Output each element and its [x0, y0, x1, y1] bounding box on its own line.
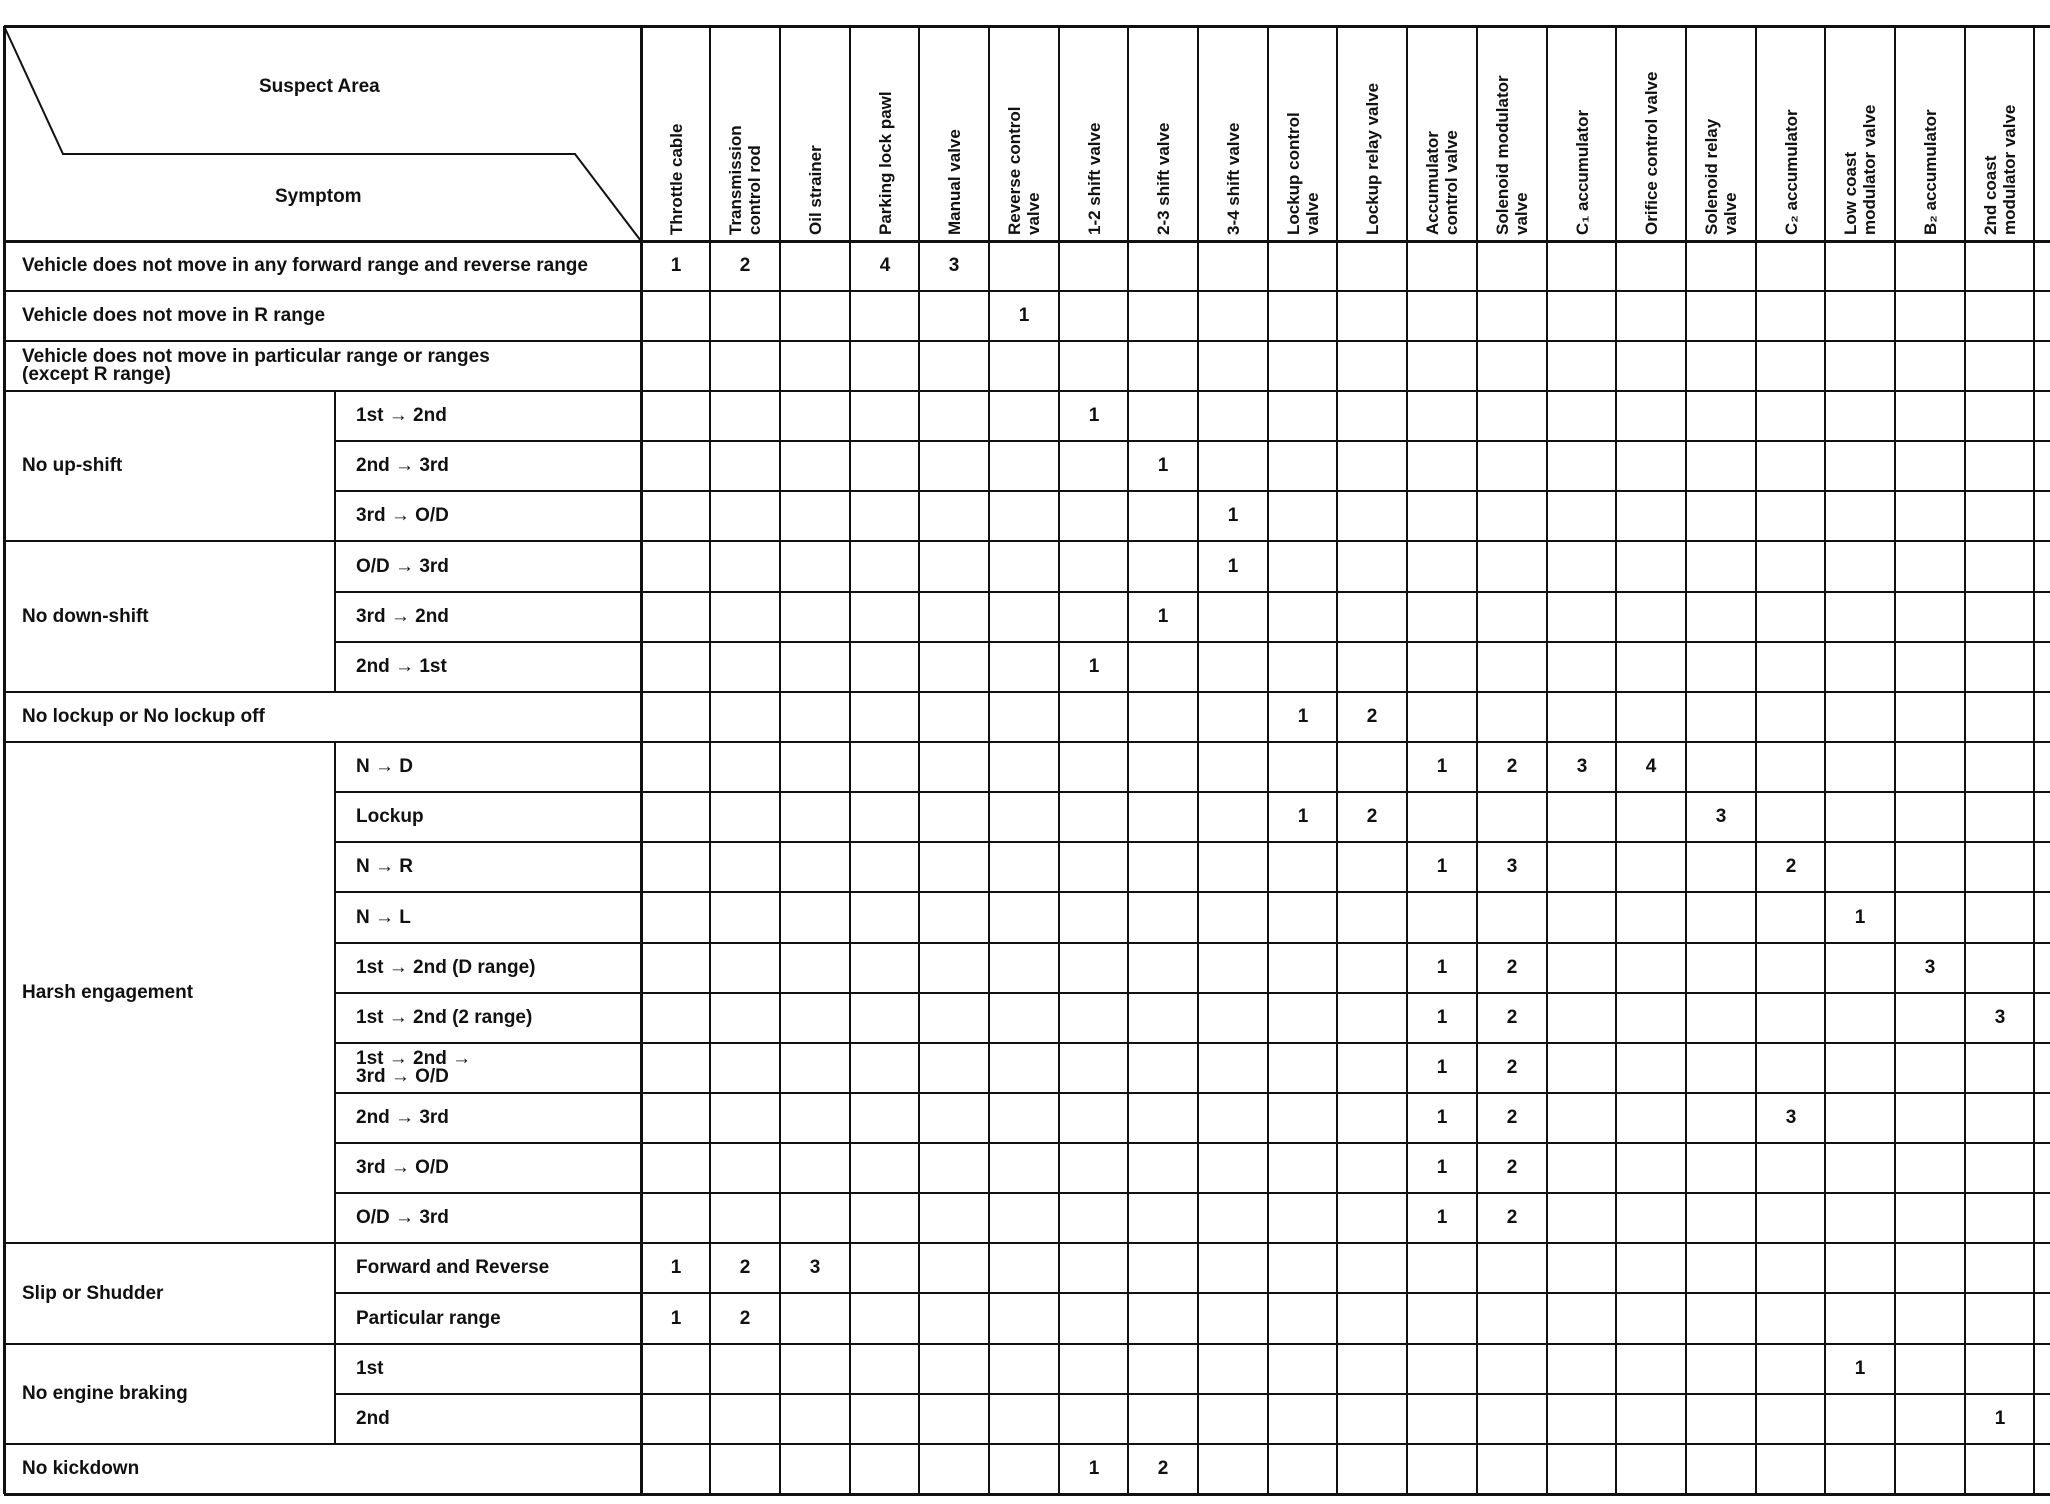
rule-line: [334, 1243, 336, 1344]
sub-symptom-text: 1st → 2nd →: [356, 1048, 472, 1069]
column-header: [919, 26, 989, 241]
rule-line: [335, 1393, 2050, 1395]
column-header-label: [1423, 130, 1461, 235]
sub-symptom-text: Forward and Reverse: [356, 1257, 550, 1278]
sub-symptom-text: 3rd → O/D: [356, 1157, 449, 1178]
priority-value: 2: [1785, 856, 1797, 877]
sub-symptom-text: Particular range: [356, 1307, 501, 1329]
rule-line: [4, 290, 2050, 292]
column-header-label: [1085, 123, 1104, 235]
symptom-label: [22, 391, 332, 541]
rule-line: [1615, 26, 1617, 1494]
priority-value: 1: [1436, 1207, 1448, 1228]
sub-symptom-label: [356, 491, 636, 541]
column-header: [641, 26, 711, 241]
rule-line: [4, 25, 2050, 28]
priority-value: 2: [1506, 957, 1518, 978]
priority-value: 1: [1227, 556, 1239, 577]
sub-symptom-label: [356, 1344, 636, 1394]
column-header: [1825, 26, 1895, 241]
symptom-label-text: Vehicle does not move in any forward range and reverse range: [22, 255, 588, 276]
rule-line: [335, 440, 2050, 442]
rule-line: [4, 240, 2050, 243]
priority-value: 1: [1994, 1408, 2006, 1429]
rule-line: [335, 891, 2050, 893]
sub-symptom-text: 3rd → 2nd: [356, 606, 449, 627]
priority-value: 4: [879, 255, 891, 276]
rule-line: [334, 391, 336, 541]
symptom-label: [22, 1444, 638, 1494]
priority-value: 2: [1506, 756, 1518, 777]
column-header-text: B₂ accumulator: [1921, 109, 1940, 235]
column-header: [1756, 26, 1826, 241]
priority-value: 3: [1715, 806, 1727, 827]
column-header-text: Lockup control: [1284, 112, 1303, 235]
symptom-label-text: Vehicle does not move in particular range or ranges: [22, 346, 490, 367]
priority-value: 1: [670, 1308, 682, 1329]
rule-line: [335, 1092, 2050, 1094]
sub-symptom-text: N → L: [356, 906, 411, 928]
priority-value: 2: [739, 1308, 751, 1329]
column-header-label: [726, 125, 764, 235]
sub-symptom-label: [356, 1093, 636, 1143]
priority-value: 2: [1157, 1458, 1169, 1479]
column-header-label: [1284, 112, 1322, 235]
rule-line: [335, 1142, 2050, 1144]
rule-line: [1127, 26, 1129, 1494]
column-header: [850, 26, 920, 241]
sub-symptom-label: [356, 993, 636, 1043]
priority-value: 1: [670, 1257, 682, 1278]
column-header-text: C₂ accumulator: [1782, 109, 1801, 235]
sub-symptom-label: [356, 1193, 636, 1243]
sub-symptom-label: [356, 842, 636, 892]
column-header-text: 2nd coast: [1981, 155, 2000, 235]
column-header-text: control rod: [745, 145, 764, 235]
column-header-text: Manual valve: [945, 129, 964, 235]
column-header-label: [1154, 123, 1173, 235]
column-header-text: Solenoid relay: [1702, 118, 1721, 235]
priority-value: 1: [1157, 455, 1169, 476]
column-header-text: control valve: [1442, 130, 1461, 235]
symptom-label: [22, 692, 638, 742]
rule-line: [335, 490, 2050, 492]
priority-value: 3: [1785, 1107, 1797, 1128]
column-header-label: [1841, 105, 1879, 235]
sub-symptom-text: 1st → 2nd: [356, 405, 447, 426]
priority-value: 3: [1924, 957, 1936, 978]
symptom-label: [22, 541, 332, 692]
column-header: [1059, 26, 1129, 241]
rule-line: [1685, 26, 1687, 1494]
column-header-label: [945, 129, 964, 235]
column-header-text: 1-2 shift valve: [1085, 122, 1104, 235]
column-header-label: [1642, 72, 1661, 235]
column-header-text: modulator valve: [2000, 104, 2019, 235]
priority-value: 3: [1994, 1007, 2006, 1028]
column-header-text: Accumulator: [1423, 131, 1442, 235]
column-header: [1965, 26, 2035, 241]
symptom-label-text: No kickdown: [22, 1458, 140, 1479]
sub-symptom-text: 3rd → O/D: [356, 1066, 449, 1087]
rule-line: [1336, 26, 1338, 1494]
symptom-label: [22, 341, 638, 391]
column-header-label: [1782, 109, 1801, 235]
column-header-text: modulator valve: [1860, 104, 1879, 235]
sub-symptom-label: [356, 642, 636, 692]
sub-symptom-label: [356, 391, 636, 441]
rule-line: [4, 390, 2050, 392]
rule-line: [1894, 26, 1896, 1494]
sub-symptom-text: 1st: [356, 1358, 384, 1379]
priority-value: 4: [1645, 756, 1657, 777]
column-header-label: [1363, 83, 1382, 235]
priority-value: 1: [1088, 405, 1100, 426]
rule-line: [335, 942, 2050, 944]
symptom-label: [22, 742, 332, 1243]
symptom-label: [22, 291, 638, 341]
rule-line: [1267, 26, 1269, 1494]
rule-line: [4, 1443, 2050, 1445]
sub-symptom-label: [356, 1243, 636, 1293]
sub-symptom-label: [356, 441, 636, 491]
column-header-label: [876, 91, 895, 235]
column-header-text: Low coast: [1841, 151, 1860, 235]
column-header-text: 3-4 shift valve: [1224, 122, 1243, 235]
column-header: [1616, 26, 1686, 241]
sub-symptom-label: [356, 742, 636, 792]
priority-value: 1: [670, 255, 682, 276]
rule-line: [918, 26, 920, 1494]
rule-line: [4, 1343, 2050, 1345]
priority-value: 3: [809, 1257, 821, 1278]
rule-line: [4, 691, 2050, 693]
sub-symptom-text: N → D: [356, 756, 413, 777]
column-header-text: Throttle cable: [667, 123, 686, 235]
sub-symptom-text: 2nd: [356, 1408, 390, 1429]
rule-line: [335, 841, 2050, 843]
column-header: [1198, 26, 1268, 241]
rule-line: [1197, 26, 1199, 1494]
priority-value: 1: [1436, 856, 1448, 877]
column-header-label: [1573, 110, 1592, 235]
column-header-text: valve: [1024, 192, 1043, 235]
column-header: [1477, 26, 1547, 241]
priority-value: 1: [1297, 706, 1309, 727]
column-header-label: [806, 145, 825, 235]
sub-symptom-text: N → R: [356, 856, 413, 877]
priority-value: 1: [1436, 1057, 1448, 1078]
rule-line: [3, 26, 6, 1494]
rule-line: [1546, 26, 1548, 1494]
priority-value: 1: [1157, 606, 1169, 627]
priority-value: 2: [1506, 1007, 1518, 1028]
priority-value: 2: [739, 1257, 751, 1278]
sub-symptom-text: 2nd → 3rd: [356, 1107, 449, 1128]
rule-line: [779, 26, 781, 1494]
sub-symptom-label: [356, 1143, 636, 1193]
rule-line: [4, 741, 2050, 743]
column-header-text: Lockup relay valve: [1363, 82, 1382, 235]
column-header-label: [1493, 75, 1531, 235]
symptom-label: Symptom: [275, 186, 362, 207]
column-header-label: [667, 124, 686, 235]
symptom-label-text: No up-shift: [22, 455, 123, 476]
column-header-text: Solenoid modulator: [1493, 75, 1512, 235]
rule-line: [335, 1292, 2050, 1294]
priority-value: 2: [1366, 706, 1378, 727]
priority-value: 3: [948, 255, 960, 276]
rule-line: [640, 26, 643, 1494]
rule-line: [335, 591, 2050, 593]
rule-line: [335, 1192, 2050, 1194]
column-header: [1686, 26, 1756, 241]
symptom-label-text: Harsh engagement: [22, 981, 194, 1003]
symptom-label: [22, 1243, 332, 1344]
rule-line: [4, 340, 2050, 342]
column-header: [1407, 26, 1477, 241]
sub-symptom-label: [356, 892, 636, 943]
sub-symptom-text: 2nd → 1st: [356, 656, 447, 677]
priority-value: 1: [1088, 656, 1100, 677]
rule-line: [335, 992, 2050, 994]
priority-value: 2: [1506, 1157, 1518, 1178]
rule-line: [2033, 26, 2035, 1494]
priority-value: 1: [1436, 756, 1448, 777]
rule-line: [4, 1493, 2050, 1495]
rule-line: [709, 26, 711, 1494]
column-header-text: 2-3 shift valve: [1154, 122, 1173, 235]
sub-symptom-text: O/D → 3rd: [356, 555, 449, 577]
priority-value: 2: [1506, 1057, 1518, 1078]
priority-value: 2: [1506, 1207, 1518, 1228]
rule-line: [1476, 26, 1478, 1494]
sub-symptom-text: Lockup: [356, 806, 424, 827]
priority-value: 2: [1506, 1107, 1518, 1128]
rule-line: [849, 26, 851, 1494]
rule-line: [1964, 26, 1966, 1494]
column-header-text: valve: [1303, 192, 1322, 235]
priority-value: 1: [1088, 1458, 1100, 1479]
sub-symptom-text: 1st → 2nd (2 range): [356, 1007, 533, 1028]
column-header: [780, 26, 850, 241]
column-header: [710, 26, 780, 241]
rule-line: [334, 541, 336, 692]
symptom-label-text: No down-shift: [22, 605, 149, 627]
column-header: [989, 26, 1059, 241]
column-header: [1128, 26, 1198, 241]
sub-symptom-label: [356, 943, 636, 993]
rule-line: [335, 641, 2050, 643]
sub-symptom-label: [356, 592, 636, 642]
priority-value: 2: [1366, 806, 1378, 827]
column-header: [1337, 26, 1407, 241]
column-header-text: Parking lock pawl: [876, 91, 895, 235]
priority-value: 1: [1227, 505, 1239, 526]
rule-line: [335, 1042, 2050, 1044]
priority-value: 1: [1436, 1157, 1448, 1178]
priority-value: 1: [1436, 1007, 1448, 1028]
sub-symptom-label: [356, 541, 636, 592]
sub-symptom-label: [356, 792, 636, 842]
sub-symptom-label: [356, 1293, 636, 1344]
column-header-text: valve: [1512, 192, 1531, 235]
symptom-label-text: No engine braking: [22, 1383, 188, 1404]
rule-line: [1824, 26, 1826, 1494]
symptom-label-text: No lockup or No lockup off: [22, 706, 265, 727]
sub-symptom-text: 3rd → O/D: [356, 505, 449, 526]
rule-line: [988, 26, 990, 1494]
rule-line: [4, 540, 2050, 542]
column-header-text: C₁ accumulator: [1573, 109, 1592, 235]
column-header-label: [1981, 105, 2019, 235]
symptom-label-text: (except R range): [22, 364, 171, 385]
symptom-label: [22, 241, 638, 291]
priority-value: 1: [1854, 907, 1866, 928]
rule-line: [4, 1242, 2050, 1244]
rule-line: [1058, 26, 1060, 1494]
rule-line: [1755, 26, 1757, 1494]
sub-symptom-text: O/D → 3rd: [356, 1207, 449, 1228]
symptom-label-text: Vehicle does not move in R range: [22, 305, 326, 326]
column-header: [1268, 26, 1338, 241]
priority-value: 3: [1506, 856, 1518, 877]
sub-symptom-label: [356, 1394, 636, 1444]
rule-line: [334, 1344, 336, 1444]
column-header-label: [1702, 119, 1740, 235]
priority-value: 1: [1854, 1358, 1866, 1379]
column-header-text: Orifice control valve: [1642, 71, 1661, 235]
column-header: [1895, 26, 1965, 241]
rule-line: [335, 791, 2050, 793]
column-header-text: Transmission: [726, 125, 745, 235]
symptom-label-text: Slip or Shudder: [22, 1282, 164, 1304]
column-header-label: [1224, 123, 1243, 235]
priority-value: 3: [1576, 756, 1588, 777]
priority-value: 2: [739, 255, 751, 276]
rule-line: [1406, 26, 1408, 1494]
column-header-label: [1921, 109, 1940, 235]
suspect-area-label: Suspect Area: [259, 76, 380, 97]
symptom-label: [22, 1344, 332, 1444]
priority-value: 1: [1436, 1107, 1448, 1128]
priority-value: 1: [1297, 806, 1309, 827]
priority-value: 1: [1018, 305, 1030, 326]
column-header-label: [1005, 107, 1043, 236]
column-header-text: Reverse control: [1005, 106, 1024, 235]
sub-symptom-text: 2nd → 3rd: [356, 455, 449, 476]
rule-line: [334, 742, 336, 1243]
sub-symptom-label: [356, 1043, 636, 1093]
column-header-text: Oil strainer: [806, 145, 825, 235]
priority-value: 1: [1436, 957, 1448, 978]
sub-symptom-text: 1st → 2nd (D range): [356, 957, 536, 978]
column-header: [1547, 26, 1617, 241]
column-header-text: valve: [1721, 192, 1740, 235]
